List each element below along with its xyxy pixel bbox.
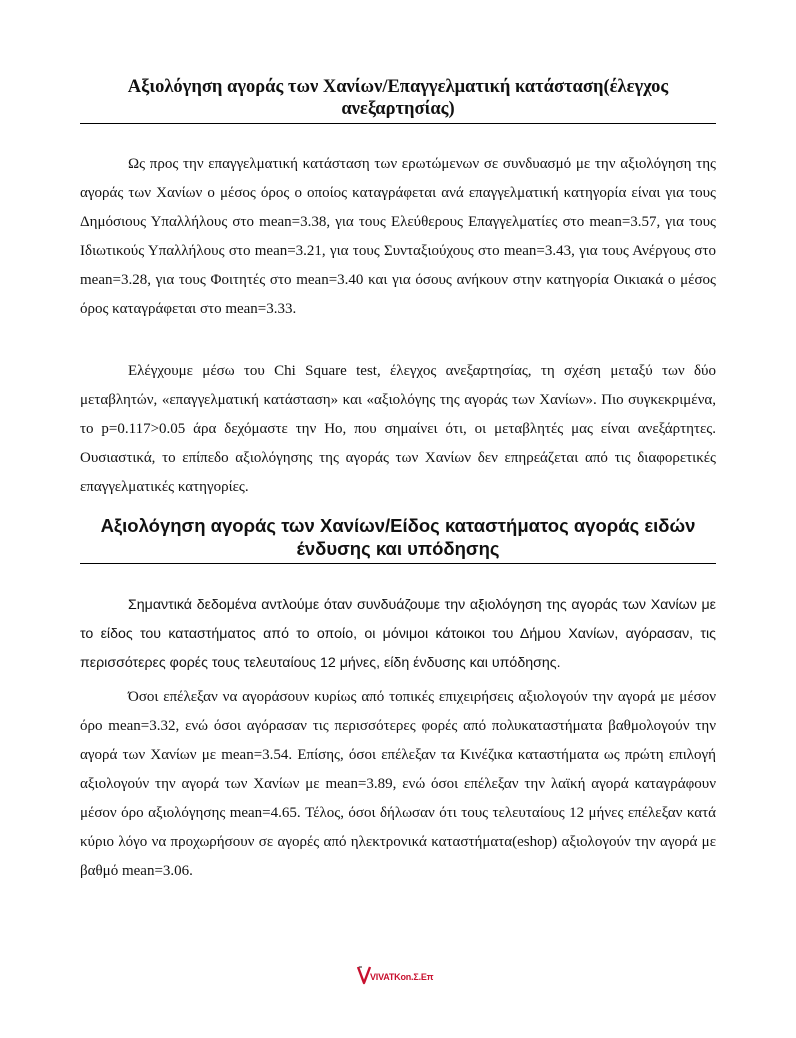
heading-underline [80,123,716,124]
paragraph-chi-square-test: Ελέγχουμε μέσω του Chi Square test, έλεγχος ανεξαρτησίας, τη σχέση μεταξύ των δύο μεταβλητών, «επαγγελματική κατάσταση» και «αξιολόγης της αγοράς των Χανίων». Πιο συγκεκριμένα, το p=0.117>0.05 άρα δεχόμαστε την Ho, που σημαίνει ότι, οι μεταβλητές μας είναι ανεξάρτητες. Ουσιαστικά, το επίπεδο αξιολόγησης της αγοράς των Χανίων δεν επηρεάζεται από τις διαφορετικές επαγγελματικές κατηγορίες. [80,363,716,495]
section-heading-professional-status: Αξιολόγηση αγοράς των Χανίων/Επαγγελματική κατάσταση(έλεγχος ανεξαρτησίας) [127,77,669,119]
paragraph-store-type-means: Όσοι επέλεξαν να αγοράσουν κυρίως από τοπικές επιχειρήσεις αξιολογούν την αγορά με μέσον όρο mean=3.32, ενώ όσοι αγόρασαν τις περισσότερες φορές από πολυκαταστήματα βαθμολογούν την αγορά των Χανίων με mean=3.54. Επίσης, όσοι επέλεξαν τα Κινέζικα καταστήματα ως πρώτη επιλογή αξιολογούν την αγορά των Χανίων με mean=3.89, ενώ όσοι επέλεξαν την λαϊκή αγορά καταγράφουν μέσον όρο αξιολόγησης mean=4.65. Τέλος, όσοι δήλωσαν ότι τους τελευταίους 12 μήνες επέλεξαν κατά κύριο λόγο να προχωρήσουν σε αγορές από ηλεκτρονικά καταστήματα(eshop) αξιολογούν την αγορά με βαθμό mean=3.06. [80,689,716,879]
heading-underline [80,563,716,564]
section-heading-store-type: Αξιολόγηση αγοράς των Χανίων/Είδος καταστήματος αγοράς ειδών ένδυσης και υπόδησης [100,515,696,559]
vivat-logo-text: VIVATKon.Σ.Επ [370,972,434,982]
vivat-logo [356,964,446,988]
paragraph-store-type-intro: Σημαντικά δεδομένα αντλούμε όταν συνδυάζουμε την αξιολόγηση της αγοράς των Χανίων με το είδος του καταστήματος από το οποίο, οι μόνιμοι κάτοικοι του Δήμου Χανίων, αγόρασαν, τις περισσότερες φορές τους τελευταίους 12 μήνες, είδη ένδυσης και υπόδησης. [80,597,716,671]
paragraph-professional-status-means: Ως προς την επαγγελματική κατάσταση των ερωτώμενων σε συνδυασμό με την αξιολόγηση της αγοράς των Χανίων ο μέσος όρος ο οποίος καταγράφεται ανά επαγγελματική κατηγορία είναι για τους Δημόσιους Υπαλλήλους στο mean=3.38, για τους Ελεύθερους Επαγγελματίες στο mean=3.57, για τους Ιδιωτικούς Υπαλλήλους στο mean=3.21, για τους Συνταξιούχους στο mean=3.43, για τους Ανέργους στο mean=3.28, για τους Φοιτητές στο mean=3.40 και για όσους ανήκουν στην κατηγορία Οικιακά ο μέσος όρος καταγράφεται στο mean=3.33. [80,156,716,317]
